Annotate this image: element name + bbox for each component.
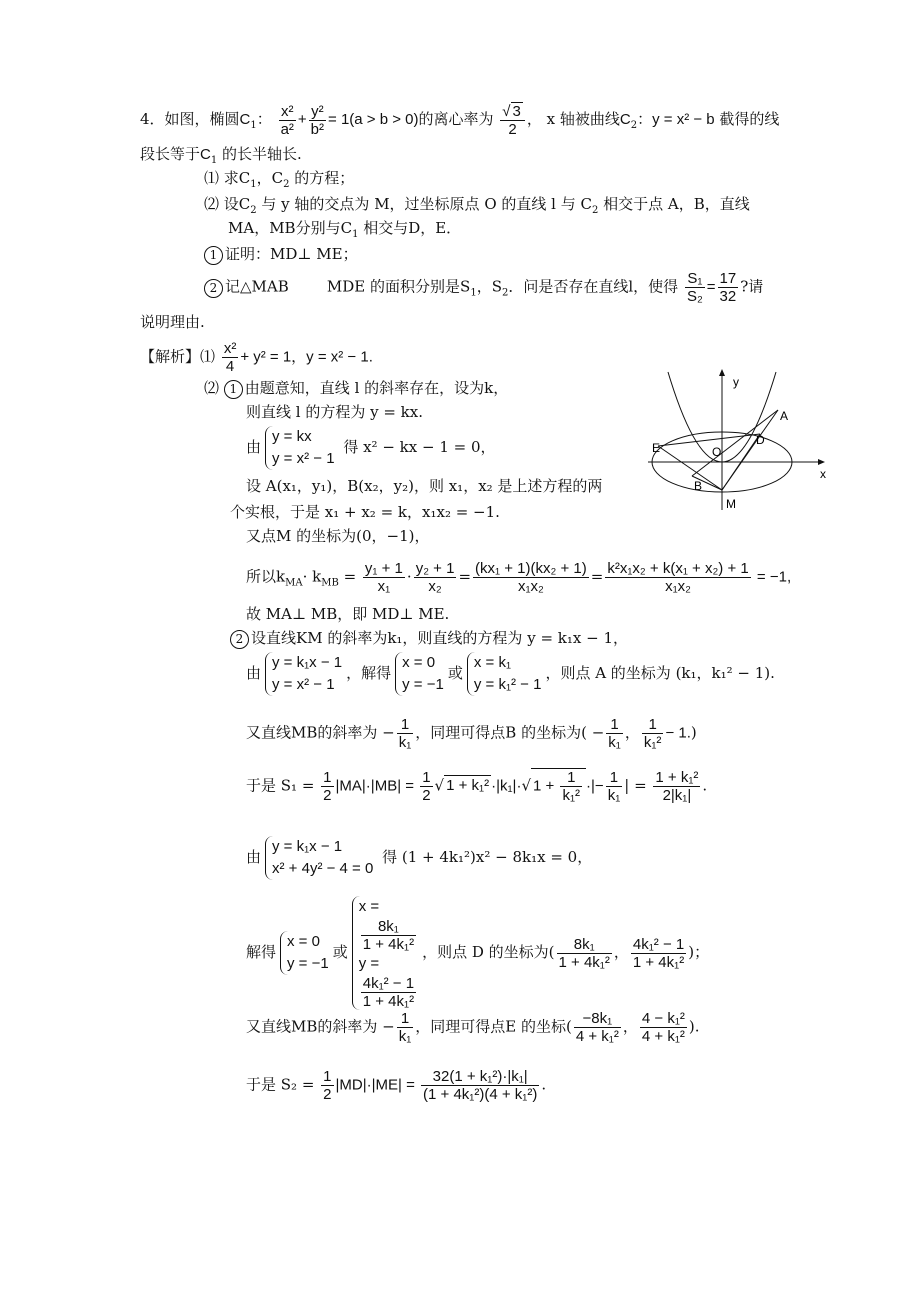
answer-2-step-5: 个实根，于是 x₁ + x₂ = k，x₁x₂ = −1. bbox=[230, 503, 500, 521]
answer-2-point-b: 又直线MB的斜率为 − $\frac{1}{\text{k₁}}$ ，同理可得点B 的坐标为( − $\frac{1}{\text{k₁}}$ ， $\frac{1}{\text{k₁²}}$ − 1.) bbox=[246, 716, 697, 751]
answer-1-frac: $\frac{\text{x²}}{4}$ bbox=[223, 340, 237, 375]
circled-one: 1 bbox=[204, 246, 223, 265]
answer-2-step-2: 则直线 l 的方程为 y = kx. bbox=[246, 403, 423, 421]
ellipse-parabola-figure bbox=[640, 366, 840, 516]
question-1: ⑴ 求$C_1$，$C_2$ 的方程； bbox=[204, 169, 355, 190]
answer-2-slope-product: 所以$k_{MA}\cdot k_{MB}$ = $\frac{\text{y₁ + 1}}{\text{x₁}}$ · $\frac{\text{y₂ + 1}}{\text{x₂}}$ = $\frac{\text{(kx₁ + 1)(kx₂ + 1)}}{\text{x₁x₂}}$ = $\frac{\text{k²x₁x₂ + k(x₁ + x₂) + 1}}{\text{x₁x₂}}$ = −1, bbox=[246, 560, 792, 595]
ellipse-frac-y: $\frac{\text{y²}}{\text{b²}}$ bbox=[310, 102, 325, 138]
question-2: ⑵ 设$C_2$ 与 y 轴的交点为 M，过坐标原点 O 的直线 l 与 $C_2$ 相交于点 A，B，直线 bbox=[204, 195, 750, 216]
circled-two: 2 bbox=[204, 279, 223, 298]
point-e-label: E bbox=[652, 441, 661, 455]
answer-2-part-2-start: 2 设直线KM 的斜率为k₁，则直线的方程为 y = k₁x − 1， bbox=[230, 628, 628, 649]
answer-2-area-s1: 于是 S₁ = $\frac{1}{2}$ |MA|·|MB| = $\frac{1}{2}$ √ 1 + k₁² ·|k₁|·√ 1 + $\frac{1}{\text{k₁²}}$ ·|− $\frac{1}{\text{k₁}}$ | = $\frac{\text{1 + k₁²}}{\text{2|k₁|}}$ . bbox=[246, 768, 708, 804]
point-a-label: A bbox=[780, 409, 789, 423]
point-d-label: D bbox=[756, 433, 765, 447]
answer-2-step-1: ⑵ 1 由题意知，直线 l 的斜率存在，设为k， bbox=[204, 379, 509, 397]
sub-question-2: 2 记△MAB MDE 的面积分别是$S_1$，$S_2$．问是否存在直线l，使得 $\frac{\text{S₁}}{\text{S₂}}$ = $\frac{17}{32}$ ?请 bbox=[204, 270, 763, 305]
x-axis-arrow bbox=[818, 459, 825, 465]
question-2-cont: MA，MB分别与$C_1$ 相交与D，E． bbox=[228, 219, 462, 240]
problem-line-1: 4．如图，椭圆$C_1$： $\frac{\text{x²}}{\text{a²}}$ + $\frac{\text{y²}}{\text{b²}}$ = 1(a > b > 0)的离心率为 $\frac{√ 3}{2}$ ， x 轴被曲线$C_2$：y = x² − b 截得的线 bbox=[140, 102, 780, 138]
answer-2-point-d: 解得 x = 0 y = −1 或 x = 8k₁ 1 + 4k₁² y = 4k₁² − 1 1 + 4k₁² ，则点 D 的坐标为( $\frac{\text{8k₁}}{\text{1 + 4k₁²}}$ ， $\frac{\text{4k₁² − 1}}{\text{1 + 4k₁²}}$ )； bbox=[246, 898, 710, 1010]
answer-2-conclusion-1: 故 MA⊥ MB，即 MD⊥ ME. bbox=[246, 605, 450, 623]
point-o-label: O bbox=[712, 445, 722, 459]
point-b-label: B bbox=[694, 479, 703, 493]
point-m-label: M bbox=[726, 497, 736, 511]
ellipse-frac-x: $\frac{\text{x²}}{\text{a²}}$ bbox=[280, 102, 294, 138]
x-label: x bbox=[820, 467, 826, 481]
answer-2-step-6: 又点M 的坐标为(0，−1)， bbox=[246, 527, 430, 545]
answer-2-system-3: 由 y = k₁x − 1 x² + 4y² − 4 = 0 得 (1 + 4k₁²)x² − 8k₁x = 0， bbox=[246, 836, 592, 880]
y-label: y bbox=[733, 375, 739, 389]
problem-line-2: 段长等于$C_1$ 的长半轴长. bbox=[140, 145, 302, 166]
answer-2-system-1: 由 y = kx y = x² − 1 得 x² − kx − 1 = 0， bbox=[246, 426, 496, 470]
answer-2-point-e: 又直线MB的斜率为 − $\frac{1}{\text{k₁}}$ ，同理可得点E 的坐标( $\frac{\text{−8k₁}}{\text{4 + k₁²}}$ ， $\frac{\text{4 − k₁²}}{\text{4 + k₁²}}$ ). bbox=[246, 1010, 700, 1045]
ratio-frac-value: $\frac{17}{32}$ bbox=[719, 270, 737, 305]
answer-2-step-4: 设 A(x₁，y₁)，B(x₂，y₂)，则 x₁，x₂ 是上述方程的两 bbox=[246, 477, 603, 495]
sub-question-2-cont: 说明理由. bbox=[140, 313, 205, 331]
answer-2-area-s2: 于是 S₂ = $\frac{1}{2}$ |MD|·|ME| = $\frac{\text{32(1 + k₁²)·|k₁|}}{\text{(1 + 4k₁²)(4 + k₁²)}}$ . bbox=[246, 1068, 547, 1103]
ratio-frac-s: $\frac{\text{S₁}}{\text{S₂}}$ bbox=[686, 270, 703, 305]
system-brace-1: y = kx y = x² − 1 bbox=[265, 426, 335, 470]
line-l bbox=[692, 410, 778, 476]
eccentricity-frac: $\frac{√ 3}{2}$ bbox=[500, 102, 525, 138]
answer-1: 【解析】⑴ $\frac{\text{x²}}{4}$ + y² = 1，y = x² − 1. bbox=[140, 340, 373, 375]
answer-2-system-2: 由 y = k₁x − 1 y = x² − 1 ，解得 x = 0 y = −1 或 x = k₁ y = k₁² − 1 ，则点 A 的坐标为 (k₁，k₁² − 1). bbox=[246, 652, 775, 696]
y-axis-arrow bbox=[719, 369, 725, 376]
sub-question-1: 1 证明：MD⊥ ME； bbox=[204, 244, 358, 265]
